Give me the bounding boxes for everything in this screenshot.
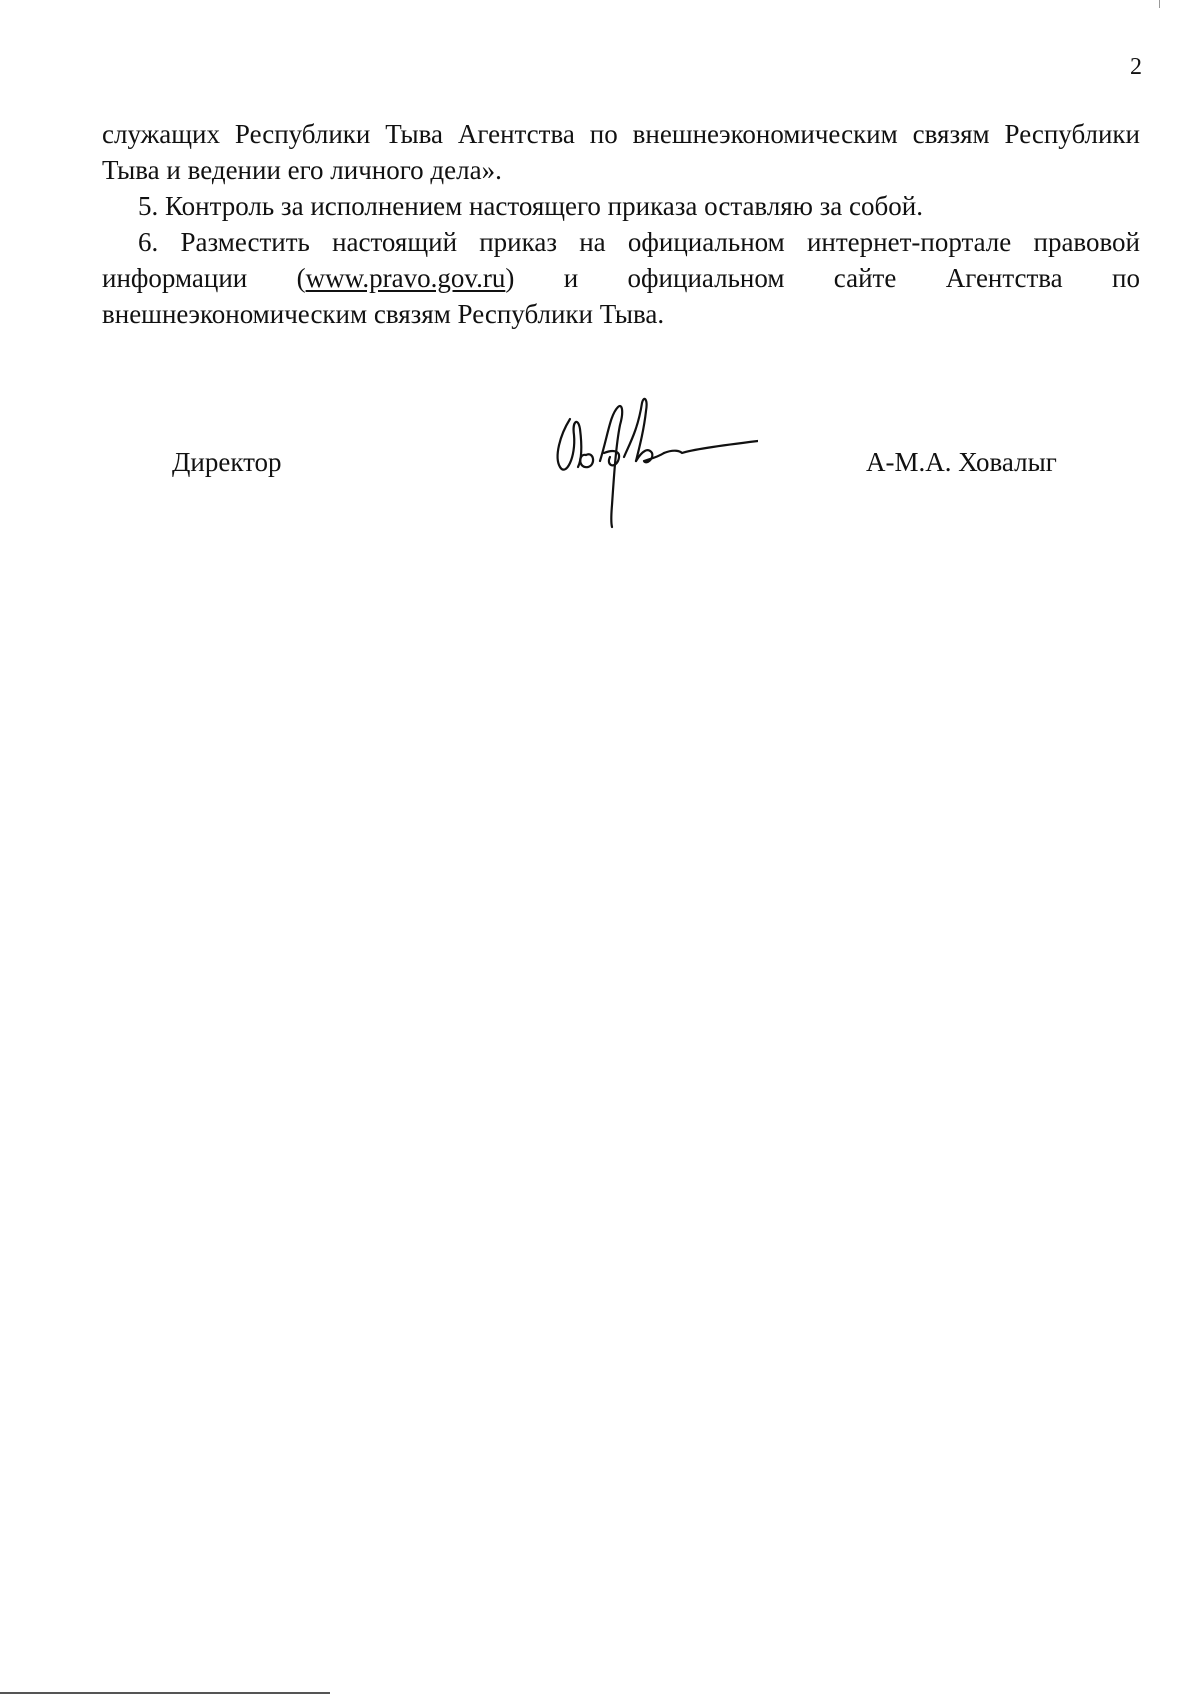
handwritten-signature	[548, 395, 758, 529]
paragraph-item-5: 5. Контроль за исполнением настоящего приказа оставляю за собой.	[138, 191, 923, 221]
scan-mark-top	[1159, 0, 1160, 8]
paragraph-item-6-text-start: 6. Разместить настоящий приказ на официальном интернет-портале правовой информации (	[102, 227, 1140, 293]
signer-role: Директор	[172, 447, 282, 477]
paragraph-item-6-text-end: ) и официальном сайте Агентства по внешнеэкономическим связям Республики Тыва.	[102, 263, 1140, 329]
pravo-url-link[interactable]: www.pravo.gov.ru	[305, 263, 506, 293]
page-number: 2	[1130, 54, 1142, 80]
signature-block	[0, 395, 1200, 535]
document-body	[102, 116, 1140, 332]
paragraph-continuation: служащих Республики Тыва Агентства по внешнеэкономическим связям Республики Тыва и ведении его личного дела».	[102, 119, 1140, 185]
scan-edge-line	[0, 1692, 330, 1694]
signer-name: А-М.А. Ховалыг	[866, 447, 1057, 477]
paragraph-item-6	[102, 224, 1140, 332]
